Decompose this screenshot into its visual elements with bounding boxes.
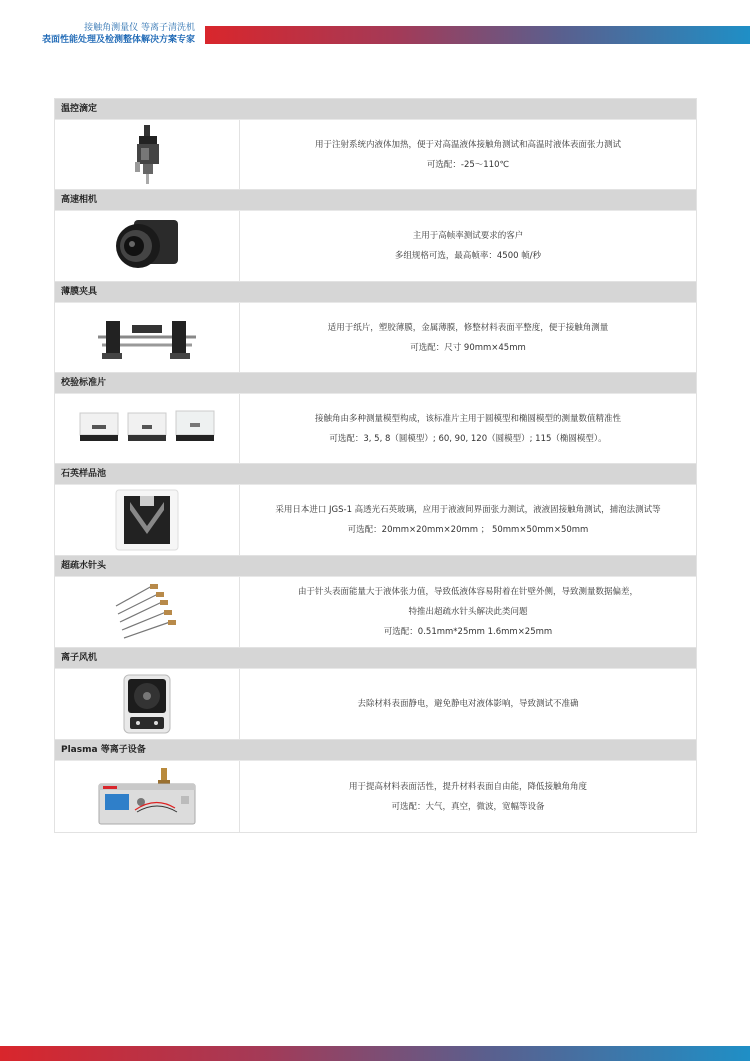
desc-ion-fan	[240, 669, 696, 739]
quartz-cell-icon	[114, 488, 180, 552]
desc-line: 可选配：0.51mm*25mm 1.6mm×25mm	[383, 627, 553, 637]
image-calibration-standards	[55, 394, 240, 463]
desc-line: 用于提高材料表面活性，提升材料表面自由能，降低接触角角度	[348, 781, 587, 792]
image-plasma-equipment	[55, 761, 240, 832]
desc-line: 可选配：尺寸 90mm×45mm	[410, 342, 526, 353]
desc-line: 采用日本进口 JGS-1 高透光石英玻璃，应用于液液间界面张力测试，液液固接触角测试，捕泡法测试等	[275, 505, 661, 515]
desc-plasma-equipment	[240, 761, 696, 832]
desc-line: 主用于高帧率测试要求的客户	[412, 231, 524, 241]
desc-line: 多组规格可选，最高帧率：4500 帧/秒	[394, 251, 542, 261]
desc-line: 去除材料表面静电，避免静电对液体影响，导致测试不准确	[357, 699, 579, 709]
desc-film-fixture	[240, 303, 696, 372]
image-ion-fan	[55, 669, 240, 739]
section-title-plasma-equipment: Plasma 等离子设备	[55, 739, 696, 760]
section-row-ion-fan	[55, 668, 696, 739]
desc-line: 可选配：20mm×20mm×20mm ； 50mm×50mm×50mm	[347, 525, 589, 535]
plasma-device-icon	[95, 766, 199, 828]
desc-line: 可选配：-25～110℃	[426, 159, 510, 170]
image-temperature-dispenser	[55, 120, 240, 189]
ion-fan-icon	[122, 673, 172, 735]
header-line1: 接触角测量仪 等离子清洗机	[84, 23, 195, 33]
camera-icon	[112, 216, 182, 276]
desc-quartz-cell	[240, 485, 696, 555]
desc-calibration-standard	[240, 394, 696, 463]
desc-superhydrophobic-needle	[240, 577, 696, 647]
desc-line: 接触角由多种测量模型构成，该标准片主用于圆模型和椭圆模型的测量数值精准性	[314, 413, 621, 424]
image-quartz-cell	[55, 485, 240, 555]
header-tagline	[42, 22, 195, 46]
section-row-high-speed-camera	[55, 210, 696, 281]
temperature-dispenser-icon	[127, 124, 167, 186]
section-title-superhydrophobic-needle: 超疏水针头	[55, 555, 696, 576]
section-title-quartz-cell: 石英样品池	[55, 463, 696, 484]
desc-high-speed-camera	[240, 211, 696, 281]
section-title-high-speed-camera: 高速相机	[55, 189, 696, 210]
desc-line: 由于针头表面能量大于液体张力值，导致低液体容易附着在针壁外侧，导致测量数据偏差，	[297, 587, 638, 597]
section-row-plasma-equipment	[55, 760, 696, 832]
desc-line: 特推出超疏水针头解决此类问题	[408, 607, 528, 617]
section-row-film-fixture	[55, 302, 696, 372]
section-title-film-fixture: 薄膜夹具	[55, 281, 696, 302]
header-gradient-bar	[205, 26, 750, 44]
accessories-table	[54, 98, 697, 833]
footer-gradient-bar	[0, 1046, 750, 1061]
section-title-calibration-standard: 校验标准片	[55, 372, 696, 393]
section-row-temperature-dispensing	[55, 119, 696, 189]
film-fixture-icon	[92, 311, 202, 365]
section-row-superhydrophobic-needle	[55, 576, 696, 647]
desc-temperature-dispensing	[240, 120, 696, 189]
image-superhydrophobic-needles	[55, 577, 240, 647]
section-row-quartz-cell	[55, 484, 696, 555]
image-film-fixture	[55, 303, 240, 372]
desc-line: 用于注射系统内液体加热，便于对高温液体接触角测试和高温时液体表面张力测试	[314, 139, 621, 150]
desc-line: 可选配：3, 5, 8（圆模型）; 60, 90, 120（圆模型）; 115（椭圆模型）。	[329, 433, 607, 444]
desc-line: 适用于纸片，塑胶薄膜，金属薄膜，修整材料表面平整度，便于接触角测量	[327, 322, 609, 333]
calibration-plates-icon	[72, 407, 222, 451]
section-row-calibration-standard	[55, 393, 696, 463]
desc-line: 可选配：大气，真空，微波，宽幅等设备	[391, 801, 545, 812]
section-title-ion-fan: 离子风机	[55, 647, 696, 668]
section-title-temperature-dispensing: 温控滴定	[55, 98, 696, 119]
header-line2: 表面性能处理及检测整体解决方案专家	[41, 35, 195, 45]
image-high-speed-camera	[55, 211, 240, 281]
needles-icon	[112, 582, 182, 642]
